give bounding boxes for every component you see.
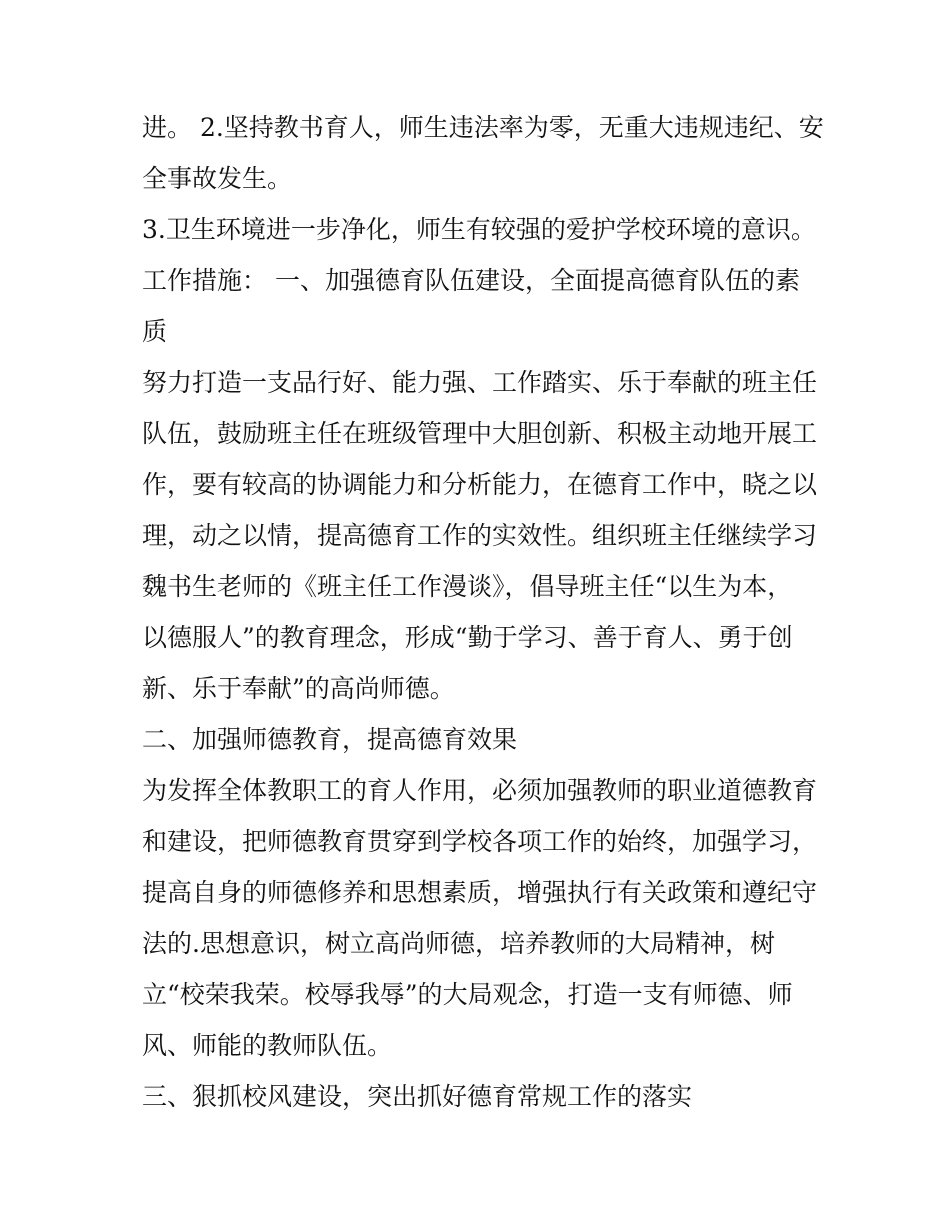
text-line-11: 以德服人”的教育理念，形成“勤于学习、善于育人、勇于创 xyxy=(142,623,793,652)
text-line-1: 进。 2.坚持教书育人，师生违法率为零，无重大违规违纪、安 xyxy=(142,113,824,142)
document-body xyxy=(142,102,824,1122)
text-line-12: 新、乐于奉献”的高尚师德。 xyxy=(142,674,455,703)
text-line-2: 全事故发生。 xyxy=(142,164,293,193)
section-heading-2: 二、加强师德教育，提高德育效果 xyxy=(142,725,518,754)
text-line-10: 魏书生老师的《班主任工作漫谈》，倡导班主任“以生为本， xyxy=(142,572,793,601)
text-line-4: 工作措施： 一、加强德育队伍建设，全面提高德育队伍的素 xyxy=(142,266,800,295)
text-line-9: 理，动之以情，提高德育工作的实效性。组织班主任继续学习 xyxy=(142,521,818,550)
text-line-16: 提高自身的师德修养和思想素质，增强执行有关政策和遵纪守 xyxy=(142,878,818,907)
text-line-14: 为发挥全体教职工的育人作用，必须加强教师的职业道德教育 xyxy=(142,776,818,805)
text-line-8: 作，要有较高的协调能力和分析能力，在德育工作中，晓之以 xyxy=(142,470,818,499)
text-line-7: 队伍，鼓励班主任在班级管理中大胆创新、积极主动地开展工 xyxy=(142,419,818,448)
text-line-6: 努力打造一支品行好、能力强、工作踏实、乐于奉献的班主任 xyxy=(142,368,818,397)
text-line-18: 立“校荣我荣。校辱我辱”的大局观念，打造一支有师德、师 xyxy=(142,980,793,1009)
text-line-3: 3.卫生环境进一步净化，师生有较强的爱护学校环境的意识。 xyxy=(142,215,816,244)
section-heading-3: 三、狠抓校风建设，突出抓好德育常规工作的落实 xyxy=(142,1082,693,1111)
text-line-5: 质 xyxy=(142,317,168,346)
text-line-15: 和建设，把师德教育贯穿到学校各项工作的始终，加强学习， xyxy=(142,827,818,856)
text-line-17: 法的.思想意识，树立高尚师德，培养教师的大局精神，树 xyxy=(142,929,775,958)
text-line-19: 风、师能的教师队伍。 xyxy=(142,1031,393,1060)
